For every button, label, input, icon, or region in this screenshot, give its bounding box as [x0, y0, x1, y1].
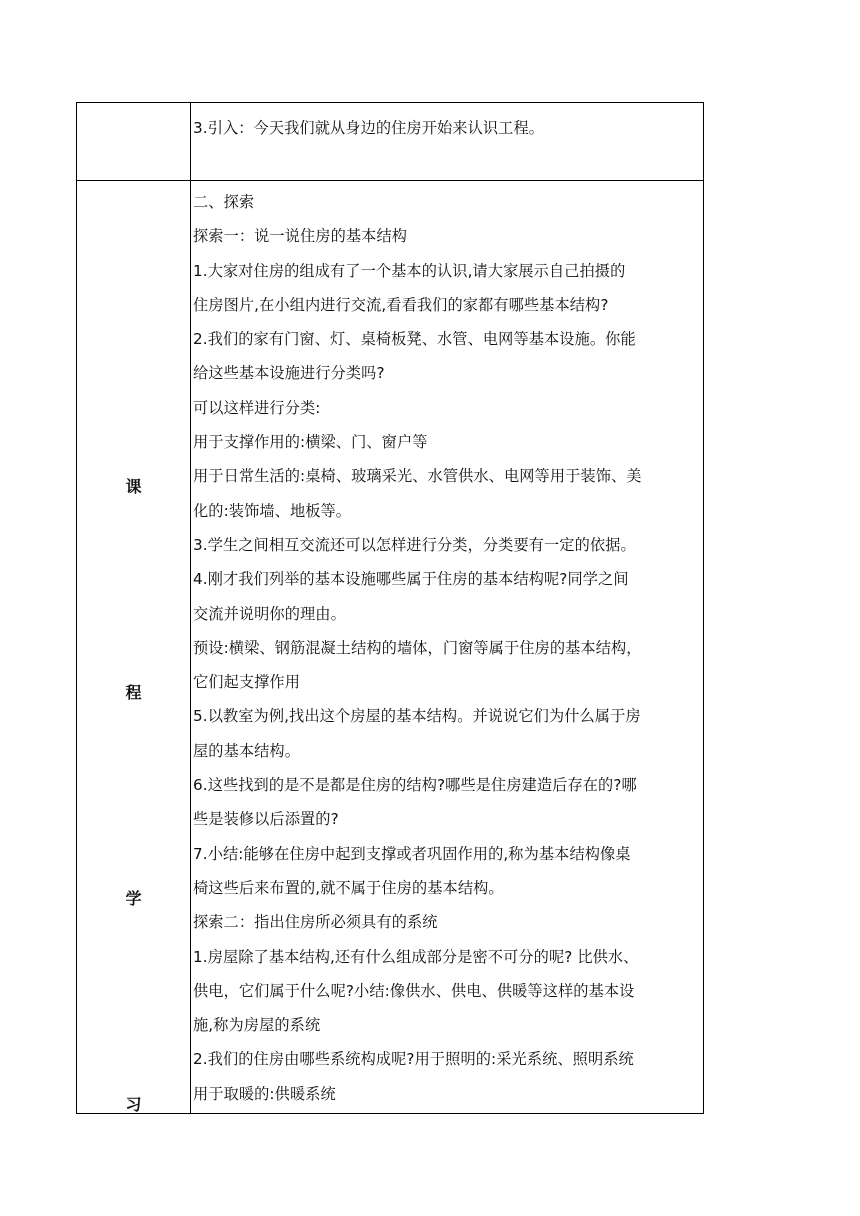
intro-cell [191, 103, 704, 181]
content-line: 供电，它们属于什么呢?小结:像供水、供电、供暖等这样的基本设 [193, 981, 635, 1000]
lesson-table [76, 102, 704, 1114]
content-line: 可以这样进行分类: [193, 398, 321, 417]
content-line: 它们起支撑作用 [193, 673, 301, 692]
sub-heading: 探索一：说一说住房的基本结构 [193, 227, 408, 246]
explore-cell [191, 181, 704, 1114]
content-line: 住房图片,在小组内进行交流,看看我们的家都有哪些基本结构? [193, 295, 609, 314]
content-line: 屋的基本结构。 [193, 741, 301, 760]
content-line: 给这些基本设施进行分类吗? [193, 364, 385, 383]
content-line: 些是装修以后添置的? [193, 810, 339, 829]
content-line: 用于日常生活的:桌椅、玻璃采光、水管供水、电网等用于装饰、美 [193, 467, 642, 486]
content-line: 1.房屋除了基本结构,还有什么组成部分是密不可分的呢? 比供水、 [193, 947, 639, 966]
section-label-char: 习 [125, 1095, 142, 1114]
content-line: 3.引入：今天我们就从身边的住房开始来认识工程。 [193, 119, 545, 137]
content-line: 椅这些后来布置的,就不属于住房的基本结构。 [193, 878, 504, 897]
section-label-cell [77, 181, 191, 1114]
content-line: 2.我们的住房由哪些系统构成呢?用于照明的:采光系统、照明系统 [193, 1050, 634, 1069]
content-line: 用于取暖的:供暖系统 [193, 1084, 336, 1103]
sub-heading: 探索二：指出住房所必须具有的系统 [193, 913, 438, 932]
content-line: 5.以教室为例,找出这个房屋的基本结构。并说说它们为什么属于房 [193, 707, 641, 726]
content-line: 用于支撑作用的:横梁、门、窗户等 [193, 433, 428, 452]
content-line: 交流并说明你的理由。 [193, 604, 346, 623]
content-line: 施,称为房屋的系统 [193, 1016, 321, 1035]
table-row [77, 103, 704, 181]
content-line: 6.这些找到的是不是都是住房的结构?哪些是住房建造后存在的?哪 [193, 776, 637, 795]
section-label-char: 课 [125, 477, 142, 496]
section-label-char: 程 [125, 683, 142, 702]
content-line: 7.小结:能够在住房中起到支撑或者巩固作用的,称为基本结构像桌 [193, 844, 631, 863]
section-label-char: 学 [125, 889, 142, 908]
content-line: 3.学生之间相互交流还可以怎样进行分类，分类要有一定的依据。 [193, 535, 636, 554]
content-line: 1.大家对住房的组成有了一个基本的认识,请大家展示自己拍摄的 [193, 261, 626, 280]
explore-text [191, 181, 703, 1111]
content-line: 2.我们的家有门窗、灯、桌椅板凳、水管、电网等基本设施。你能 [193, 330, 636, 349]
table-row [77, 181, 704, 1114]
section-heading: 二、探索 [193, 193, 255, 211]
content-line: 预设:横梁、钢筋混凝土结构的墙体，门窗等属于住房的基本结构， [193, 638, 642, 657]
content-line: 4.刚才我们列举的基本设施哪些属于住房的基本结构呢?同学之间 [193, 570, 629, 589]
row-label-cell [77, 103, 191, 181]
content-line: 化的:装饰墙、地板等。 [193, 501, 352, 520]
